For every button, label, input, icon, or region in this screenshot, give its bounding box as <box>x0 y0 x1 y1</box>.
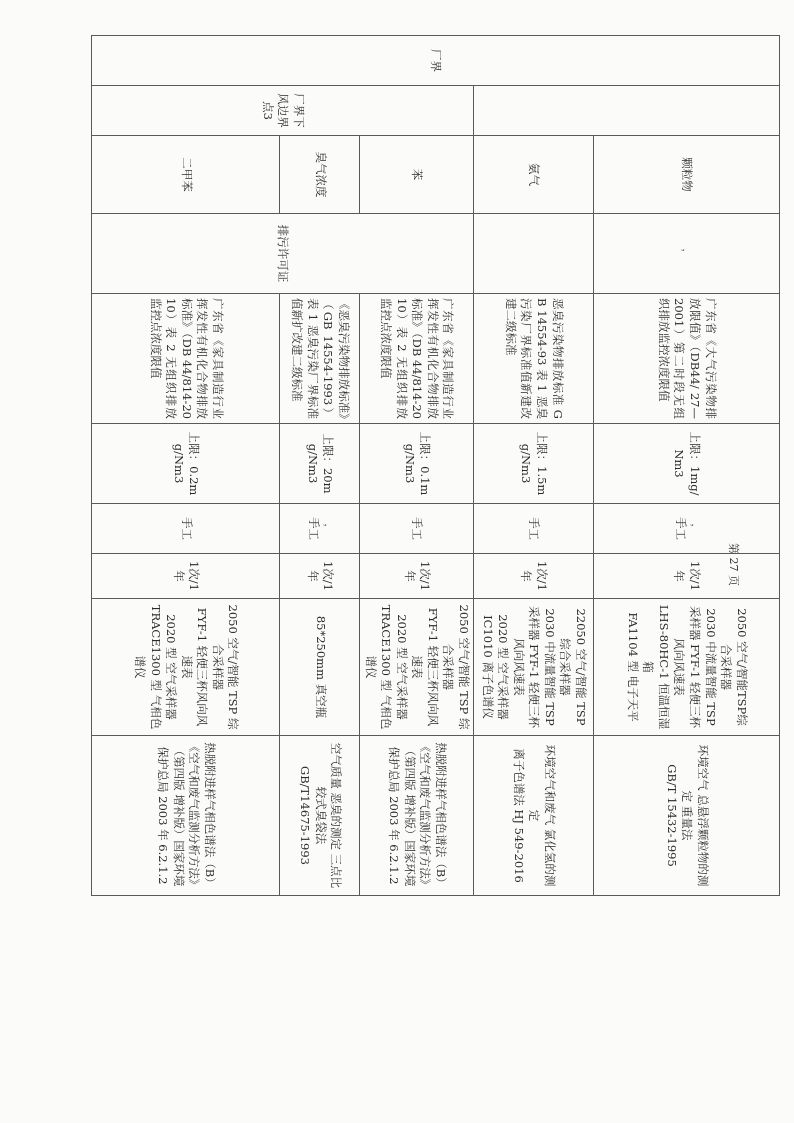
cell-standard: 《恶臭污染物排放标准》（GB 14554-1993）表 1 恶臭污染厂界标准值新扩改建二级标准 <box>280 294 360 424</box>
cell-standard: 广东省《大气污染物排放限值》（DB44/ 27—2001）第二时段无组织排放监控浓度限值 <box>594 294 780 424</box>
cell-standard: 广东省《家具制造行业挥发性有机化合物排放标准》（DB 44/814-2010）表 2 无组织排放监控点浓度限值 <box>360 294 474 424</box>
cell-instruments: 2050 空气/智能TSP综合采样器 2030 中流量智能 TSP 采样器 FYF-1 轻便三杯风向风速表 LHS-80HC-1 恒温恒湿箱 FA1104 型 电子天平 <box>594 599 780 736</box>
cell-frequency: 1次/1年 <box>594 554 780 599</box>
cell-analysis: 环境空气 总悬浮颗粒物的测定 重量法 GB/T 15432-1995 <box>594 736 780 896</box>
cell-sub-point: 厂界下风边界点3 <box>92 86 474 136</box>
cell-limit: 上限：1mg/Nm3 <box>594 424 780 504</box>
cell-analysis: 热脱附进样气相色谱法（B）《空气和废气监测分析方法》（第四版 增补版）国家环境保护总局 2003 年 6.2.1.2 <box>92 736 280 896</box>
cell-frequency: 1次/1年 <box>474 554 594 599</box>
cell-standard: 恶臭污染物排放标准 GB 14554-93 表 1 恶臭污染厂界标准值新建改建二级标准 <box>474 294 594 424</box>
cell-method: 手工 <box>474 504 594 554</box>
page-number-wrap <box>727 543 785 586</box>
rotated-table-container <box>100 35 780 895</box>
cell-limit: 上限：20mg/Nm3 <box>280 424 360 504</box>
cell-analysis: 空气质量 恶臭的测定 三点比较式臭袋法 GB/T14675-1993 <box>280 736 360 896</box>
cell-frequency: 1次/1年 <box>360 554 474 599</box>
cell-sub-point <box>474 86 780 136</box>
table-row <box>280 36 360 896</box>
cell-pollutant: 苯 <box>360 136 474 214</box>
cell-analysis: 环境空气和废气 氯化氢的测定 离子色谱法 HJ 549-2016 <box>474 736 594 896</box>
cell-analysis: 热脱附进样气相色谱法（B）《空气和废气监测分析方法》（第四版 增补版）国家环境保护总局 2003 年 6.2.1.2 <box>360 736 474 896</box>
cell-pollutant: 二甲苯 <box>92 136 280 214</box>
cell-standard: 广东省《家具制造行业挥发性有机化合物排放标准》（DB 44/814-2010）表 2 无组织排放监控点浓度限值 <box>92 294 280 424</box>
cell-limit: 上限：0.2mg/Nm3 <box>92 424 280 504</box>
cell-pollutant: 臭气浓度 <box>280 136 360 214</box>
cell-point: 厂界 <box>92 36 780 86</box>
cell-pollutant: 颗粒物 <box>594 136 780 214</box>
cell-instruments: 22050 空气/智能 TSP 综合采样器 2030 中流量智能 TSP 采样器 FYF-1 轻便三杯风向风速表 2020 型 空气采样器 IC1010 离子色谱仪 <box>474 599 594 736</box>
cell-pollutant: 氨气 <box>474 136 594 214</box>
table-row <box>360 36 474 896</box>
cell-basis: ， <box>594 214 780 294</box>
page-number: 第 27 页 <box>727 543 740 586</box>
cell-method: ， 手工 <box>594 504 780 554</box>
cell-frequency: 1次/1年 <box>92 554 280 599</box>
monitoring-table <box>91 35 780 896</box>
cell-method: ， 手工 <box>280 504 360 554</box>
cell-frequency: 1次/1年 <box>280 554 360 599</box>
table-row <box>92 36 280 896</box>
cell-instruments: 2050 空气/智能 TSP 综合采样器 FYF-1 轻便三杯风向风速表 2020 型 空气采样器 TRACE1300 型 气相色谱仪 <box>360 599 474 736</box>
cell-instruments: 85*250mm 真空瓶 <box>280 599 360 736</box>
table-row <box>474 36 594 896</box>
cell-method: 手工 <box>92 504 280 554</box>
table-row <box>594 36 780 896</box>
cell-limit: 上限：0.1mg/Nm3 <box>360 424 474 504</box>
cell-instruments: 2050 空气/智能 TSP 综合采样器 FYF-1 轻便三杯风向风速表 2020 型 空气采样器 TRACE1300 型 气相色谱仪 <box>92 599 280 736</box>
cell-method: 手工 <box>360 504 474 554</box>
cell-basis <box>474 214 594 294</box>
cell-limit: 上限：1.5mg/Nm3 <box>474 424 594 504</box>
cell-basis: 排污许可证 <box>92 214 474 294</box>
